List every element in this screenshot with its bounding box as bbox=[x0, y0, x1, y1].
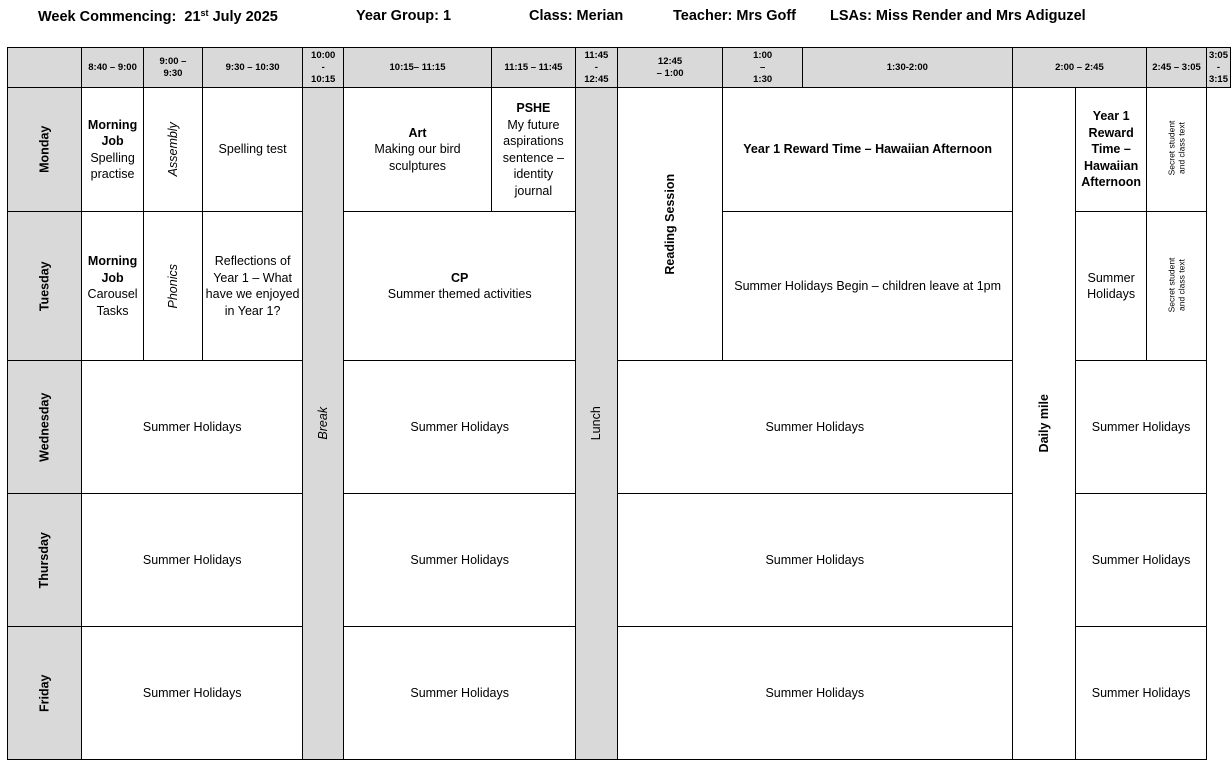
monday-secret-student: Secret student and class text bbox=[1147, 88, 1207, 212]
time-slot: 10:00 - 10:15 bbox=[303, 48, 344, 88]
tuesday-phonics: Phonics bbox=[143, 212, 202, 361]
friday-late: Summer Holidays bbox=[1076, 627, 1207, 760]
friday-afternoon: Summer Holidays bbox=[617, 627, 1012, 760]
time-slot: 10:15– 11:15 bbox=[344, 48, 491, 88]
timetable bbox=[7, 47, 1231, 760]
wednesday-late: Summer Holidays bbox=[1076, 361, 1207, 494]
class-name: Class: Merian bbox=[529, 8, 624, 24]
day-label-monday: Monday bbox=[8, 88, 82, 212]
tuesday-summer-holidays: Summer Holidays bbox=[1076, 212, 1147, 361]
time-slot: 9:30 – 10:30 bbox=[203, 48, 303, 88]
day-label-friday: Friday bbox=[8, 627, 82, 760]
thursday-afternoon: Summer Holidays bbox=[617, 494, 1012, 627]
teacher-name: Teacher: Mrs Goff bbox=[673, 8, 797, 24]
wednesday-midday: Summer Holidays bbox=[344, 361, 576, 494]
friday-midday: Summer Holidays bbox=[344, 627, 576, 760]
wednesday-afternoon: Summer Holidays bbox=[617, 361, 1012, 494]
tuesday-afternoon: Summer Holidays Begin – children leave at 1pm bbox=[723, 212, 1012, 361]
thursday-midday: Summer Holidays bbox=[344, 494, 576, 627]
lsa-names: LSAs: Miss Render and Mrs Adiguzel bbox=[830, 8, 1086, 24]
monday-spelling-test: Spelling test bbox=[203, 88, 303, 212]
time-slot: 12:45 – 1:00 bbox=[617, 48, 723, 88]
time-slot: 2:00 – 2:45 bbox=[1012, 48, 1146, 88]
time-slot: 11:15 – 11:45 bbox=[491, 48, 575, 88]
tuesday-reflections: Reflections of Year 1 – What have we enjoyed in Year 1? bbox=[203, 212, 303, 361]
monday-assembly: Assembly bbox=[143, 88, 202, 212]
monday-art: Art Making our bird sculptures bbox=[344, 88, 491, 212]
day-label-wednesday: Wednesday bbox=[8, 361, 82, 494]
monday-afternoon: Year 1 Reward Time – Hawaiian Afternoon bbox=[723, 88, 1012, 212]
time-slot: 8:40 – 9:00 bbox=[82, 48, 144, 88]
day-label-tuesday: Tuesday bbox=[8, 212, 82, 361]
time-slot: 3:05 - 3:15 bbox=[1206, 48, 1230, 88]
break-column: Break bbox=[303, 88, 344, 760]
reading-session: Reading Session bbox=[617, 88, 723, 361]
thursday-late: Summer Holidays bbox=[1076, 494, 1207, 627]
day-label-thursday: Thursday bbox=[8, 494, 82, 627]
tuesday-secret-student: Secret student and class text bbox=[1147, 212, 1207, 361]
week-commencing: Week Commencing: 21st July 2025 bbox=[38, 8, 278, 25]
year-group: Year Group: 1 bbox=[356, 8, 452, 24]
time-slot: 11:45 - 12:45 bbox=[576, 48, 618, 88]
time-slot: 1:00 – 1:30 bbox=[723, 48, 802, 88]
lunch-column: Lunch bbox=[576, 88, 618, 760]
friday-morning: Summer Holidays bbox=[82, 627, 303, 760]
tuesday-morning-job: Morning Job Carousel Tasks bbox=[82, 212, 144, 361]
monday-morning-job: Morning Job Spelling practise bbox=[82, 88, 144, 212]
time-slot: 1:30-2:00 bbox=[802, 48, 1012, 88]
thursday-morning: Summer Holidays bbox=[82, 494, 303, 627]
corner-cell bbox=[8, 48, 82, 88]
wednesday-morning: Summer Holidays bbox=[82, 361, 303, 494]
time-slot: 2:45 – 3:05 bbox=[1147, 48, 1207, 88]
monday-pshe: PSHE My future aspirations sentence – identity journal bbox=[491, 88, 575, 212]
time-slot: 9:00 – 9:30 bbox=[143, 48, 202, 88]
tuesday-cp: CP Summer themed activities bbox=[344, 212, 576, 361]
daily-mile-column: Daily mile bbox=[1012, 88, 1075, 760]
monday-reward-time: Year 1 Reward Time – Hawaiian Afternoon bbox=[1076, 88, 1147, 212]
